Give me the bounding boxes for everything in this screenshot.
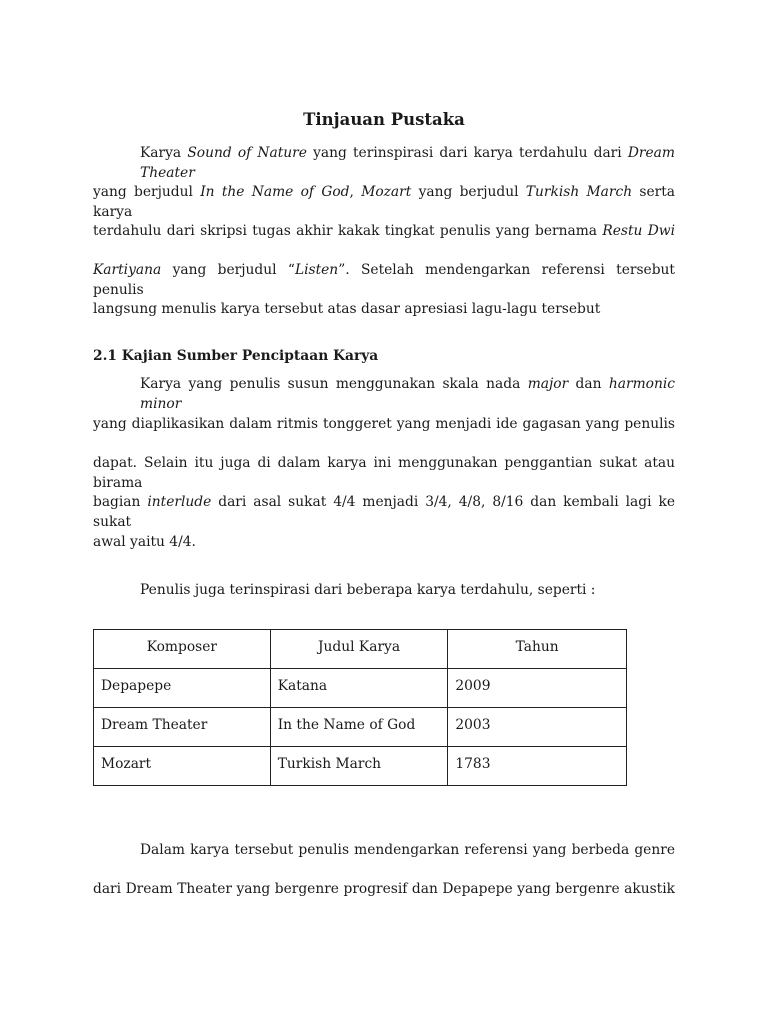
table-header-cell: Tahun — [448, 630, 627, 669]
text-italic: Mozart — [361, 184, 412, 200]
text-italic: Dream Theater — [140, 145, 675, 181]
text: dari asal sukat 4/4 menjadi 3/4, 4/8, 8/16 dan kembali lagi ke sukat — [93, 494, 675, 530]
para1-line3 — [93, 221, 675, 241]
text: ”. Setelah mendengarkan referensi tersebut penulis — [93, 262, 675, 298]
table-cell: 2003 — [448, 708, 627, 747]
text: yang berjudul — [411, 184, 526, 200]
text-italic: Listen — [294, 262, 339, 278]
text: yang terinspirasi dari karya terdahulu dari — [306, 145, 628, 161]
text-italic: In the Name of God — [200, 184, 350, 200]
para2-line3: dapat. Selain itu juga di dalam karya ini menggunakan penggantian sukat atau birama — [93, 455, 675, 491]
table-row — [94, 708, 627, 747]
table-row — [94, 669, 627, 708]
table-cell: Turkish March — [270, 747, 448, 786]
text: yang berjudul “ — [161, 262, 295, 278]
table-cell: Mozart — [94, 747, 271, 786]
table-header-cell: Komposer — [94, 630, 271, 669]
para1-line5: langsung menulis karya tersebut atas dasar apresiasi lagu-lagu tersebut — [93, 301, 601, 317]
text-italic: interlude — [147, 494, 212, 510]
section-heading: 2.1 Kajian Sumber Penciptaan Karya — [93, 348, 379, 364]
composer-table — [93, 629, 627, 786]
text-italic: Restu Dwi — [602, 223, 676, 239]
text-italic: major — [527, 376, 569, 392]
para2-line2: yang diaplikasikan dalam ritmis tonggeret yang menjadi ide gagasan yang penulis — [93, 416, 675, 432]
para2-line1 — [93, 374, 675, 412]
para2-line4 — [93, 492, 675, 530]
text: terdahulu dari skripsi tugas akhir kakak tingkat penulis yang bernama — [93, 223, 603, 239]
table-cell: Katana — [270, 669, 448, 708]
text-italic: Turkish March — [525, 184, 633, 200]
para1-line2 — [93, 182, 676, 220]
text-italic: Kartiyana — [93, 262, 162, 278]
text: , — [349, 184, 362, 200]
table-row — [94, 747, 627, 786]
text: serta karya — [93, 184, 676, 220]
table-cell: 2009 — [448, 669, 627, 708]
text-italic: Sound of Nature — [187, 145, 307, 161]
text: yang berjudul — [93, 184, 201, 200]
table-cell: Dream Theater — [94, 708, 271, 747]
para1-line1 — [93, 143, 675, 181]
para3-line1: Penulis juga terinspirasi dari beberapa karya terdahulu, seperti : — [140, 582, 596, 598]
para1-line4 — [93, 260, 675, 298]
page-title: Tinjauan Pustaka — [303, 110, 465, 129]
table-header-row — [94, 630, 627, 669]
para4-line1: Dalam karya tersebut penulis mendengarkan referensi yang berbeda genre — [140, 842, 675, 858]
text: bagian — [93, 494, 148, 510]
table-cell: Depapepe — [94, 669, 271, 708]
para2-line5: awal yaitu 4/4. — [93, 534, 196, 550]
text: dan — [568, 376, 609, 392]
table-cell: 1783 — [448, 747, 627, 786]
text: Karya — [140, 145, 188, 161]
table-cell: In the Name of God — [270, 708, 448, 747]
table-header-cell: Judul Karya — [270, 630, 448, 669]
para4-line2: dari Dream Theater yang bergenre progresif dan Depapepe yang bergenre akustik — [93, 881, 675, 897]
text: Karya yang penulis susun menggunakan skala nada — [140, 376, 528, 392]
text-italic: harmonic minor — [140, 376, 675, 412]
